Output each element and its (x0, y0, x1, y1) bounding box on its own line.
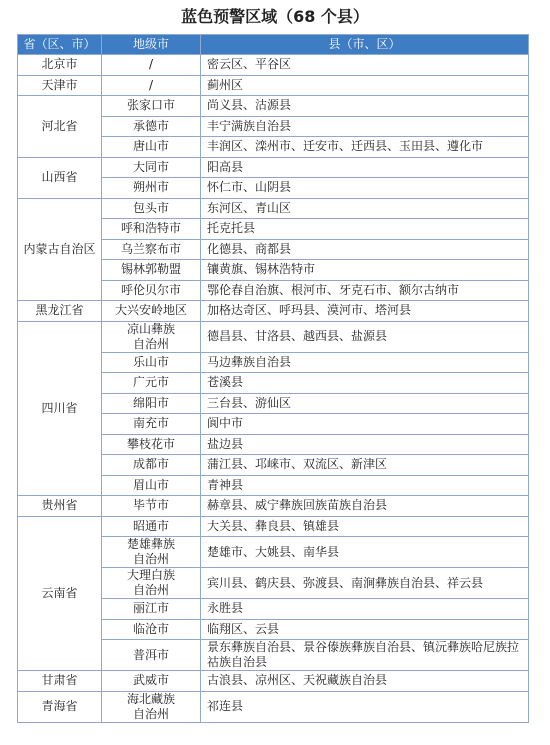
warning-table (17, 34, 529, 723)
table-row (18, 96, 529, 117)
city-cell: 临沧市 (102, 619, 201, 640)
county-cell: 德昌县、甘洛县、越西县、盐源县 (201, 321, 529, 352)
city-cell: 武威市 (102, 671, 201, 692)
city-cell (102, 321, 201, 352)
table-row (18, 691, 529, 722)
city-cell: 普洱市 (102, 640, 201, 671)
province-cell: 甘肃省 (18, 671, 102, 692)
cell-line: 大理白族 (126, 568, 175, 582)
city-cell (102, 691, 201, 722)
city-cell: 张家口市 (102, 96, 201, 117)
county-cell: 怀仁市、山阴县 (201, 178, 529, 199)
cell-line: 海北藏族 (126, 691, 175, 706)
county-cell: 永胜县 (201, 599, 529, 620)
province-cell: 山西省 (18, 157, 102, 198)
county-cell: 丰润区、滦州市、迁安市、迁西县、玉田县、遵化市 (201, 137, 529, 158)
county-cell: 盐边县 (201, 434, 529, 455)
province-cell: 青海省 (18, 691, 102, 722)
table-row (18, 516, 529, 537)
county-cell: 镶黄旗、锡林浩特市 (201, 260, 529, 281)
city-cell: 成都市 (102, 455, 201, 476)
county-cell: 阳高县 (201, 157, 529, 178)
table-row (18, 321, 529, 352)
cell-line: 自治州 (132, 336, 169, 351)
province-cell: 云南省 (18, 516, 102, 671)
table-header-row (18, 35, 529, 55)
city-cell: 大同市 (102, 157, 201, 178)
county-cell: 宾川县、鹤庆县、弥渡县、南涧彝族自治县、祥云县 (201, 568, 529, 599)
county-cell: 祁连县 (201, 691, 529, 722)
county-cell: 青神县 (201, 475, 529, 496)
city-cell: 呼伦贝尔市 (102, 280, 201, 301)
city-cell: 广元市 (102, 373, 201, 394)
county-cell: 苍溪县 (201, 373, 529, 394)
county-cell: 马边彝族自治县 (201, 352, 529, 373)
county-cell: 鄂伦春自治旗、根河市、牙克石市、额尔古纳市 (201, 280, 529, 301)
city-cell: 乌兰察布市 (102, 239, 201, 260)
county-cell: 化德县、商都县 (201, 239, 529, 260)
county-cell: 托克托县 (201, 219, 529, 240)
province-cell: 天津市 (18, 75, 102, 96)
province-cell: 四川省 (18, 321, 102, 496)
table-row (18, 198, 529, 219)
city-cell: / (102, 75, 201, 96)
county-cell: 三台县、游仙区 (201, 393, 529, 414)
province-cell: 内蒙古自治区 (18, 198, 102, 301)
city-cell: 攀枝花市 (102, 434, 201, 455)
county-cell: 楚雄市、大姚县、南华县 (201, 537, 529, 568)
cell-line: 自治州 (132, 552, 169, 566)
province-cell: 贵州省 (18, 496, 102, 517)
province-cell: 北京市 (18, 55, 102, 76)
province-cell: 黑龙江省 (18, 301, 102, 322)
cell-line: 景东彝族自治县、景谷傣族彝族自治县、镇沅彝族哈尼族拉 (207, 640, 520, 654)
county-cell: 蓟州区 (201, 75, 529, 96)
header-county: 县（市、区） (201, 35, 529, 55)
city-cell: 唐山市 (102, 137, 201, 158)
table-row (18, 55, 529, 76)
city-cell: 眉山市 (102, 475, 201, 496)
cell-line: 凉山彝族 (126, 321, 175, 336)
city-cell: 锡林郭勒盟 (102, 260, 201, 281)
header-city: 地级市 (102, 35, 201, 55)
cell-line: 祜族自治县 (207, 655, 268, 669)
city-cell: 呼和浩特市 (102, 219, 201, 240)
county-cell: 蒲江县、邛崃市、双流区、新津区 (201, 455, 529, 476)
county-cell: 阆中市 (201, 414, 529, 435)
page-title: 蓝色预警区域（68 个县） (181, 7, 369, 26)
city-cell: 大兴安岭地区 (102, 301, 201, 322)
table-row (18, 301, 529, 322)
county-cell: 密云区、平谷区 (201, 55, 529, 76)
table-row (18, 496, 529, 517)
county-cell: 加格达奇区、呼玛县、漠河市、塔河县 (201, 301, 529, 322)
city-cell: 毕节市 (102, 496, 201, 517)
table-row (18, 671, 529, 692)
header-province: 省（区、市） (18, 35, 102, 55)
county-cell: 尚义县、沽源县 (201, 96, 529, 117)
county-cell: 大关县、彝良县、镇雄县 (201, 516, 529, 537)
county-cell: 丰宁满族自治县 (201, 116, 529, 137)
cell-line: 自治州 (132, 706, 169, 721)
city-cell: 包头市 (102, 198, 201, 219)
city-cell: 承德市 (102, 116, 201, 137)
table-body (18, 55, 529, 723)
city-cell: 昭通市 (102, 516, 201, 537)
cell-line: 楚雄彝族 (126, 537, 175, 551)
table-row (18, 75, 529, 96)
city-cell: 南充市 (102, 414, 201, 435)
cell-line: 自治州 (132, 583, 169, 597)
county-cell (201, 640, 529, 671)
city-cell (102, 568, 201, 599)
county-cell: 东河区、青山区 (201, 198, 529, 219)
city-cell: 乐山市 (102, 352, 201, 373)
city-cell: 丽江市 (102, 599, 201, 620)
city-cell (102, 537, 201, 568)
county-cell: 古浪县、凉州区、天祝藏族自治县 (201, 671, 529, 692)
province-cell: 河北省 (18, 96, 102, 158)
table-row (18, 157, 529, 178)
city-cell: / (102, 55, 201, 76)
city-cell: 绵阳市 (102, 393, 201, 414)
city-cell: 朔州市 (102, 178, 201, 199)
county-cell: 临翔区、云县 (201, 619, 529, 640)
county-cell: 赫章县、威宁彝族回族苗族自治县 (201, 496, 529, 517)
